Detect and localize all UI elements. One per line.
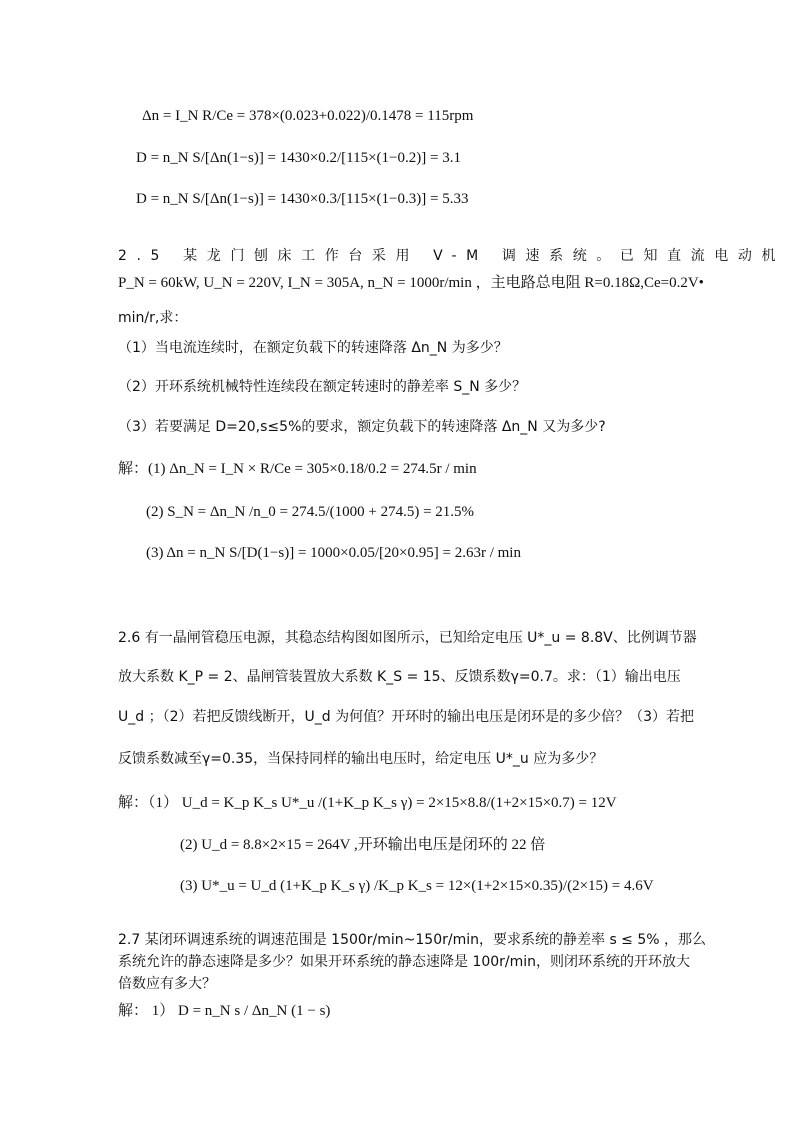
solution-2-6-1: 解：（1） U_d = K_p K_s U*_u /(1+K_p K_s γ) = 2×15×8.8/(1+2×15×0.7) = 12V: [118, 795, 617, 811]
solution-2-5-3: (3) Δn = n_N S/[D(1−s)] = 1000×0.05/[20×0.95] = 2.63r / min: [146, 545, 521, 561]
problem-2-7-line3: 倍数应有多大？: [118, 976, 216, 992]
problem-2-5-heading: 2.5 某龙门刨床工作台采用 V-M 调速系统。已知直流电动机: [118, 248, 786, 264]
solution-2-5-1: 解：(1) Δn_N = I_N × R/Ce = 305×0.18/0.2 = 274.5r / min: [118, 461, 477, 477]
eq-delta-n-115rpm: Δn = I_N R/Ce = 378×(0.023+0.022)/0.1478 = 115rpm: [142, 108, 474, 124]
solution-2-6-2: (2) U_d = 8.8×2×15 = 264V ,开环输出电压是闭环的 22 倍: [180, 837, 546, 853]
eq-D-3-1: D = n_N S/[Δn(1−s)] = 1430×0.2/[115×(1−0.2)] = 3.1: [136, 150, 461, 166]
problem-2-7-line1: 2.7 某闭环调速系统的调速范围是 1500r/min~150r/min，要求系统的静差率 s ≤ 5% ，那么: [118, 932, 707, 948]
problem-2-5-q2: （2）开环系统机械特性连续段在额定转速时的静差率 S_N 多少？: [118, 379, 527, 395]
problem-2-6-line4: 反馈系数减至γ=0.35，当保持同样的输出电压时，给定电压 U*_u 应为多少？: [118, 751, 604, 767]
solution-2-6-3: (3) U*_u = U_d (1+K_p K_s γ) /K_p K_s = 12×(1+2×15×0.35)/(2×15) = 4.6V: [180, 878, 654, 894]
problem-2-6-line1: 2.6 有一晶闸管稳压电源，其稳态结构图如图所示，已知给定电压 U*_u = 8.8V、比例调节器: [118, 630, 697, 646]
solution-2-5-2: (2) S_N = Δn_N /n_0 = 274.5/(1000 + 274.5) = 21.5%: [146, 504, 475, 520]
problem-2-5-params: P_N = 60kW, U_N = 220V, I_N = 305A, n_N = 1000r/min ，主电路总电阻 R=0.18Ω,Ce=0.2V•: [118, 275, 704, 291]
problem-2-6-line3: U_d ；（2）若把反馈线断开，U_d 为何值？开环时的输出电压是闭环是的多少倍？（3）若把: [118, 709, 694, 725]
problem-2-5-ask: min/r,求：: [118, 310, 188, 326]
problem-2-6-line2: 放大系数 K_P = 2、晶闸管装置放大系数 K_S = 15、反馈系数γ=0.7。求：（1）输出电压: [118, 669, 681, 685]
problem-2-7-line2: 系统允许的静态速降是多少？如果开环系统的静态速降是 100r/min，则闭环系统的开环放大: [118, 954, 691, 970]
problem-2-5-q3: （3）若要满足 D=20,s≤5%的要求，额定负载下的转速降落 Δn_N 又为多少?: [118, 419, 606, 435]
solution-2-7-1: 解： 1） D = n_N s / Δn_N (1 − s): [118, 1003, 331, 1019]
problem-2-5-q1: （1）当电流连续时，在额定负载下的转速降落 Δn_N 为多少？: [118, 340, 508, 356]
eq-D-5-33: D = n_N S/[Δn(1−s)] = 1430×0.3/[115×(1−0.3)] = 5.33: [136, 191, 469, 207]
